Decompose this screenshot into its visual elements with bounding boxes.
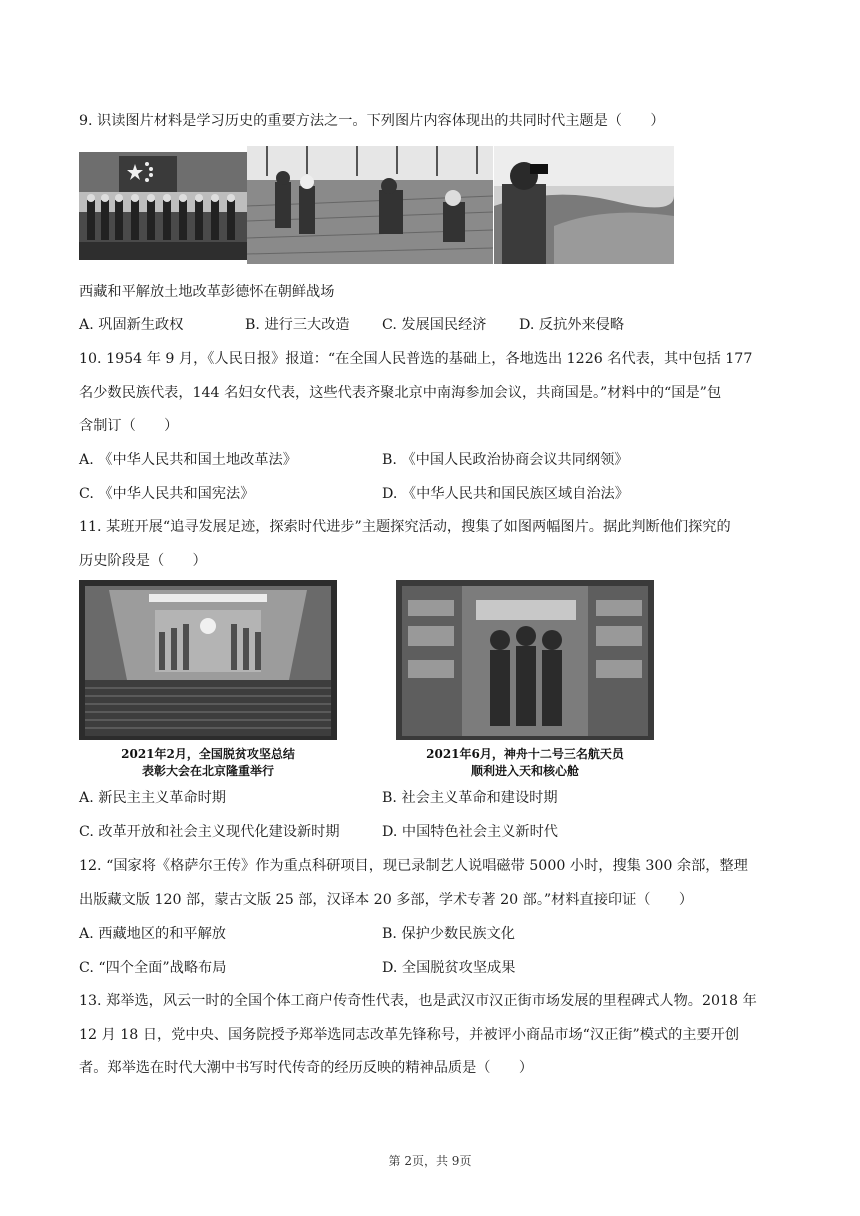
q10-stem-line-2: 名少数民族代表，144 名妇女代表，这些代表齐聚北京中南海参加会议，共商国是。”材料中的“国是”包 [79,385,722,401]
photo-land-reform [247,146,493,264]
page-number: 第 2页，共 9页 [388,1154,472,1168]
q11-option-b[interactable]: B. 社会主义革命和建设时期 [382,790,558,806]
q10-stem-line-3: 含制订（ ） [79,418,179,434]
q12-option-d[interactable]: D. 全国脱贫攻坚成果 [382,960,516,976]
q9-option-a[interactable]: A. 巩固新生政权 [79,317,184,333]
q9-option-b[interactable]: B. 进行三大改造 [245,317,350,333]
photo-1-caption-line-2: 表彰大会在北京隆重举行 [141,764,274,778]
q11-stem-line-2: 历史阶段是（ ） [79,553,207,569]
q12-option-c[interactable]: C. “四个全面”战略布局 [79,960,227,976]
photo-peng-dehuai [494,146,674,264]
q11-stem-line-1: 11. 某班开展“追寻发展足迹，探索时代进步”主题探究活动，搜集了如图两幅图片。据此判断他们探究的 [79,519,731,535]
q9-option-d[interactable]: D. 反抗外来侵略 [519,317,625,333]
q9-image-caption: 西藏和平解放土地改革彭德怀在朝鲜战场 [79,284,335,300]
q12-stem-line-2: 出版藏文版 120 部，蒙古文版 25 部，汉译本 20 多部，学术专著 20 部。”材料直接印证（ ） [79,892,694,908]
q10-option-b[interactable]: B. 《中国人民政治协商会议共同纲领》 [382,452,629,468]
q12-option-a[interactable]: A. 西藏地区的和平解放 [79,926,226,942]
q13-stem-line-1: 13. 郑举选，风云一时的全国个体工商户传奇性代表，也是武汉市汉正街市场发展的里程碑式人物。2018 年 [79,993,757,1009]
q9-option-c[interactable]: C. 发展国民经济 [382,317,487,333]
photo-2-caption-line-1: 2021年6月，神舟十二号三名航天员 [426,747,624,761]
q10-stem-line-1: 10. 1954 年 9 月，《人民日报》报道：“在全国人民普选的基础上，各地选出 1226 名代表，其中包括 177 [79,351,753,367]
photo-shenzhou-astronauts [396,580,654,740]
q9-stem: 9. 识读图片材料是学习历史的重要方法之一。下列图片内容体现出的共同时代主题是（ ） [79,113,665,129]
photo-tibet-liberation [79,152,247,260]
q11-option-a[interactable]: A. 新民主主义革命时期 [79,790,226,806]
photo-poverty-conference [79,580,337,740]
q13-stem-line-2: 12 月 18 日，党中央、国务院授予郑举选同志改革先锋称号，并被评小商品市场“汉正街”模式的主要开创 [79,1027,740,1043]
q11-option-c[interactable]: C. 改革开放和社会主义现代化建设新时期 [79,824,340,840]
q10-option-d[interactable]: D. 《中华人民共和国民族区域自治法》 [382,486,629,502]
q12-option-b[interactable]: B. 保护少数民族文化 [382,926,515,942]
q11-option-d[interactable]: D. 中国特色社会主义新时代 [382,824,558,840]
q10-option-c[interactable]: C. 《中华人民共和国宪法》 [79,486,255,502]
q10-option-a[interactable]: A. 《中华人民共和国土地改革法》 [79,452,297,468]
photo-1-caption-line-1: 2021年2月，全国脱贫攻坚总结 [121,747,295,761]
q12-stem-line-1: 12. “国家将《格萨尔王传》作为重点科研项目，现已录制艺人说唱磁带 5000 小时，搜集 300 余部，整理 [79,858,748,874]
photo-2-caption-line-2: 顺利进入天和核心舱 [470,764,579,778]
q13-stem-line-3: 者。郑举选在时代大潮中书写时代传奇的经历反映的精神品质是（ ） [79,1060,534,1076]
